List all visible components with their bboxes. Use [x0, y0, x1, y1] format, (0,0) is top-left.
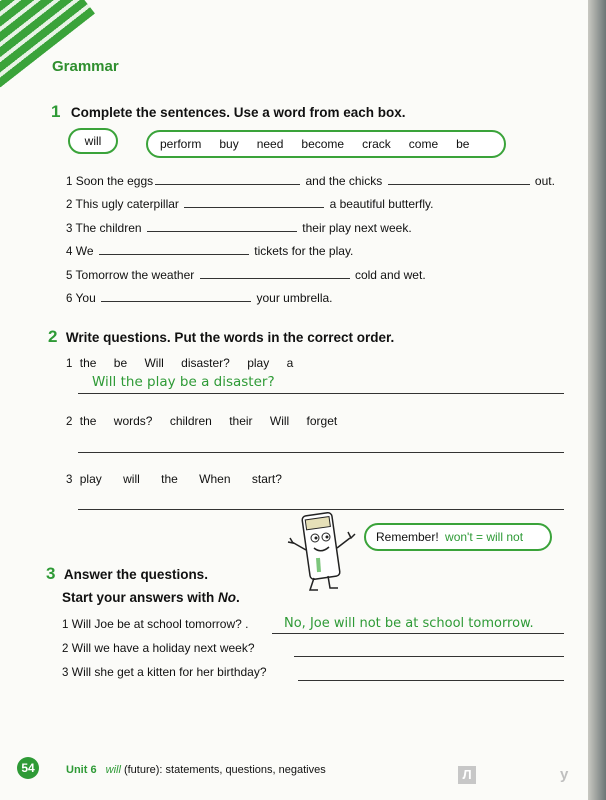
item-number: 1	[66, 176, 73, 188]
remember-label: Remember!	[376, 530, 439, 544]
ex1-number: 1	[51, 102, 61, 121]
item-number: 3	[62, 667, 69, 679]
box2-word: crack	[362, 137, 391, 151]
item-number: 1	[62, 619, 69, 631]
scrambled-word: the	[79, 414, 97, 428]
item-number: 4	[66, 246, 73, 258]
ex1-item	[66, 221, 412, 235]
word-box-1	[68, 128, 118, 154]
item-text: You	[75, 291, 96, 305]
item-text: your umbrella.	[256, 291, 333, 305]
box2-word: come	[408, 137, 439, 151]
item-number: 6	[66, 293, 73, 305]
watermark	[458, 766, 568, 784]
box2-word: buy	[219, 137, 239, 151]
handwritten-answer: Will the play be a disaster?	[92, 374, 275, 390]
item-number: 3	[66, 223, 73, 235]
scrambled-word: forget	[306, 414, 338, 428]
answer-line[interactable]	[294, 656, 564, 657]
item-text: a beautiful butterfly.	[329, 197, 434, 211]
ex1-item	[66, 291, 333, 305]
answer-blank[interactable]	[147, 230, 297, 232]
ex3-number: 3	[46, 564, 56, 583]
footer-unit: Unit 6	[66, 764, 97, 776]
box1-word: will	[84, 134, 102, 148]
answer-blank[interactable]	[155, 183, 300, 185]
scrambled-word: be	[113, 356, 128, 370]
footer-topic-word: will	[105, 764, 121, 776]
sub-instruction-text: .	[236, 590, 240, 605]
footer-topic: (future): statements, questions, negatives	[120, 764, 326, 776]
scrambled-word: play	[247, 356, 270, 370]
word-box-2	[146, 130, 506, 158]
ex3-item	[62, 641, 255, 655]
answer-line[interactable]	[298, 680, 564, 681]
ex3-item	[62, 665, 267, 679]
box2-word: become	[301, 137, 345, 151]
scrambled-word: start?	[251, 472, 282, 486]
item-text: and the chicks	[305, 174, 383, 188]
item-number: 2	[62, 643, 69, 655]
answer-line[interactable]	[78, 452, 564, 453]
ex2-header	[48, 327, 394, 347]
ex2-item-words	[66, 356, 293, 370]
box2-word: need	[256, 137, 284, 151]
scrambled-word: words?	[113, 414, 153, 428]
ex2-number: 2	[48, 327, 58, 346]
mascot-illustration	[282, 508, 362, 594]
ex2-item-words	[66, 414, 337, 428]
answer-blank[interactable]	[200, 277, 350, 279]
scrambled-word: Will	[269, 414, 290, 428]
section-title: Grammar	[52, 58, 119, 75]
answer-blank[interactable]	[101, 300, 251, 302]
scrambled-word: will	[123, 472, 140, 486]
item-number: 1	[66, 358, 73, 370]
item-text: out.	[534, 174, 555, 188]
item-text: This ugly caterpillar	[75, 197, 179, 211]
item-text: We	[75, 244, 94, 258]
answer-blank[interactable]	[99, 253, 249, 255]
answer-line[interactable]	[78, 393, 564, 394]
scrambled-word: play	[79, 472, 102, 486]
ex1-instruction: Complete the sentences. Use a word from each box.	[70, 105, 406, 120]
question-text: Will Joe be at school tomorrow? .	[71, 617, 249, 631]
book-binding-edge	[588, 0, 606, 800]
box2-word: perform	[160, 137, 202, 151]
scrambled-word: Will	[144, 356, 164, 370]
item-number: 2	[66, 199, 73, 211]
answer-blank[interactable]	[388, 183, 530, 185]
scrambled-word: disaster?	[181, 356, 230, 370]
item-text: The children	[75, 221, 142, 235]
scrambled-word: their	[229, 414, 253, 428]
item-text: tickets for the play.	[254, 244, 354, 258]
scrambled-word: a	[286, 356, 294, 370]
ex1-header	[51, 102, 406, 122]
handwritten-answer: No, Joe will not be at school tomorrow.	[284, 616, 534, 631]
question-text: Will we have a holiday next week?	[71, 641, 255, 655]
ex1-item	[66, 268, 426, 282]
scrambled-word: When	[199, 472, 231, 486]
footer-caption	[66, 764, 326, 776]
item-number: 3	[66, 474, 73, 486]
page-number-badge: 54	[17, 757, 39, 779]
remember-note: won't = will not	[445, 530, 524, 544]
watermark-text: y	[560, 766, 569, 783]
item-text: Soon the eggs	[75, 174, 154, 188]
item-number: 5	[66, 270, 73, 282]
ex2-item-words	[66, 472, 282, 486]
ex3-instruction: Answer the questions.	[63, 567, 208, 582]
answer-blank[interactable]	[184, 206, 324, 208]
ex1-item	[66, 197, 433, 211]
answer-line[interactable]	[272, 633, 564, 634]
remember-bubble	[364, 523, 552, 551]
ex2-instruction: Write questions. Put the words in the correct order.	[65, 330, 395, 345]
scrambled-word: the	[79, 356, 97, 370]
box2-word: be	[456, 137, 470, 151]
watermark-logo-icon: Л	[458, 766, 476, 784]
ex1-item	[66, 244, 353, 258]
question-text: Will she get a kitten for her birthday?	[71, 665, 267, 679]
sub-instruction-word: No	[218, 590, 237, 605]
item-text: their play next week.	[302, 221, 412, 235]
ex3-sub-instruction	[62, 590, 240, 605]
scrambled-word: children	[169, 414, 212, 428]
ex3-header	[46, 564, 208, 584]
ex3-item	[62, 617, 249, 631]
item-text: cold and wet.	[354, 268, 426, 282]
ex1-item	[66, 174, 555, 188]
item-text: Tomorrow the weather	[75, 268, 195, 282]
sub-instruction-text: Start your answers with	[62, 590, 219, 605]
item-number: 2	[66, 416, 73, 428]
scrambled-word: the	[161, 472, 178, 486]
